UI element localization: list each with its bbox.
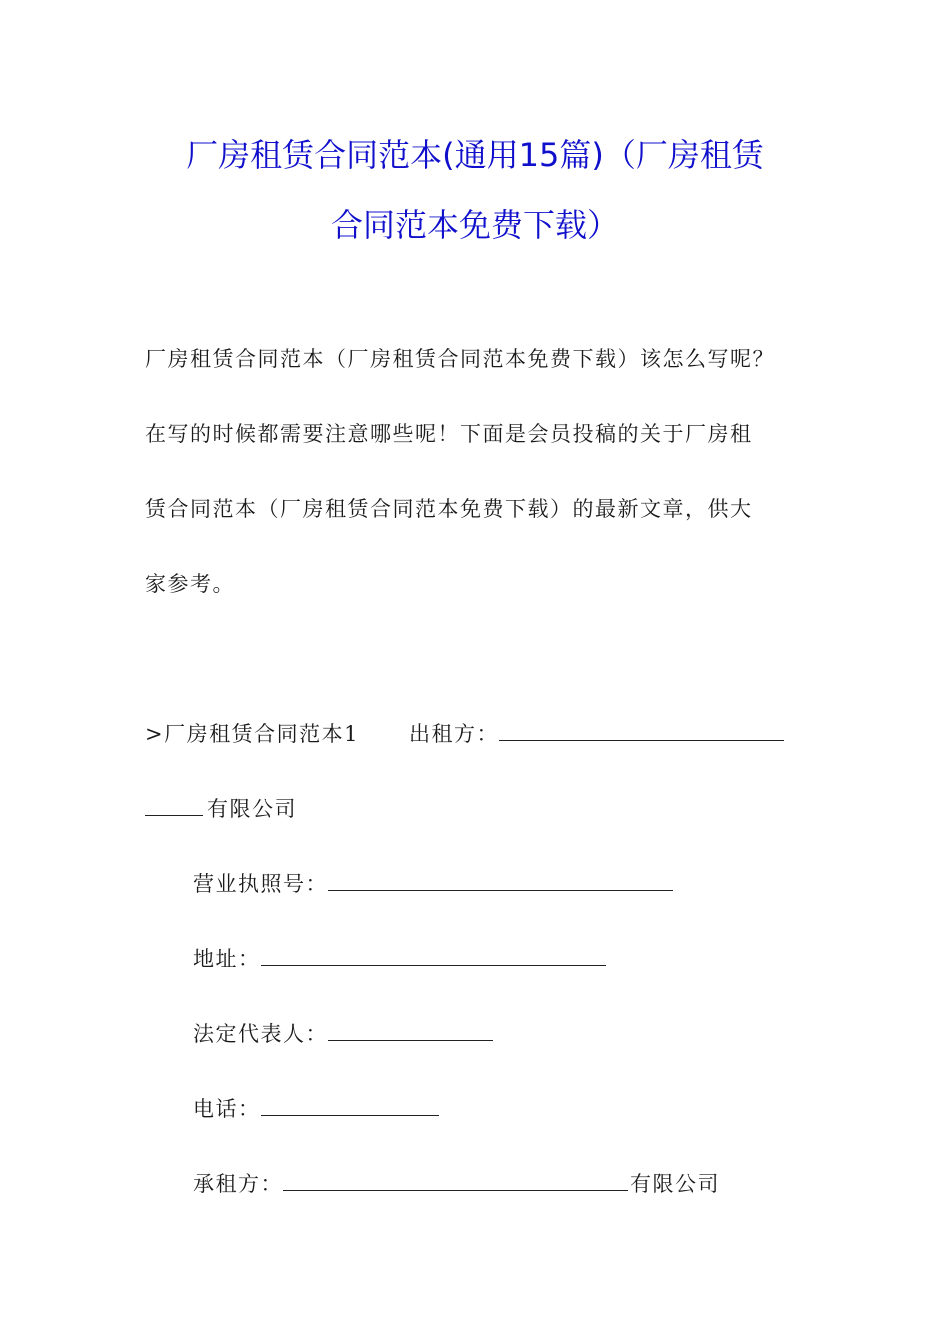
business-license-label: 营业执照号：	[193, 872, 328, 896]
lessor-suffix: 有限公司	[207, 797, 297, 821]
lessee-suffix: 有限公司	[630, 1172, 720, 1196]
contract-heading: >厂房租赁合同范本1	[145, 722, 359, 746]
address-label: 地址：	[193, 947, 261, 971]
lessor-name-blank-continued	[145, 795, 203, 816]
phone-label: 电话：	[193, 1097, 261, 1121]
phone-blank	[261, 1095, 439, 1116]
document-title-line-1: 厂房租赁合同范本(通用15篇)（厂房租赁	[186, 136, 764, 174]
intro-paragraph-line-3: 赁合同范本（厂房租赁合同范本免费下载）的最新文章，供大	[145, 497, 753, 521]
legal-representative-blank	[328, 1020, 493, 1041]
lessee-row	[193, 1170, 720, 1198]
contract-heading-row	[145, 720, 784, 748]
business-license-blank	[328, 870, 673, 891]
phone-row	[193, 1095, 439, 1123]
document-title-line-2: 合同范本免费下载）	[330, 206, 619, 244]
address-row	[193, 945, 606, 973]
legal-representative-label: 法定代表人：	[193, 1022, 328, 1046]
intro-paragraph-line-1: 厂房租赁合同范本（厂房租赁合同范本免费下载）该怎么写呢？	[145, 347, 775, 371]
lessor-label: 出租方：	[408, 722, 499, 746]
address-blank	[261, 945, 606, 966]
lessor-name-continuation	[145, 795, 297, 823]
business-license-row	[193, 870, 673, 898]
lessor-name-blank	[499, 720, 784, 741]
intro-paragraph-line-4: 家参考。	[145, 572, 235, 596]
legal-representative-row	[193, 1020, 493, 1048]
lessee-label: 承租方：	[193, 1172, 283, 1196]
intro-paragraph-line-2: 在写的时候都需要注意哪些呢！下面是会员投稿的关于厂房租	[145, 422, 753, 446]
lessee-name-blank	[283, 1170, 628, 1191]
